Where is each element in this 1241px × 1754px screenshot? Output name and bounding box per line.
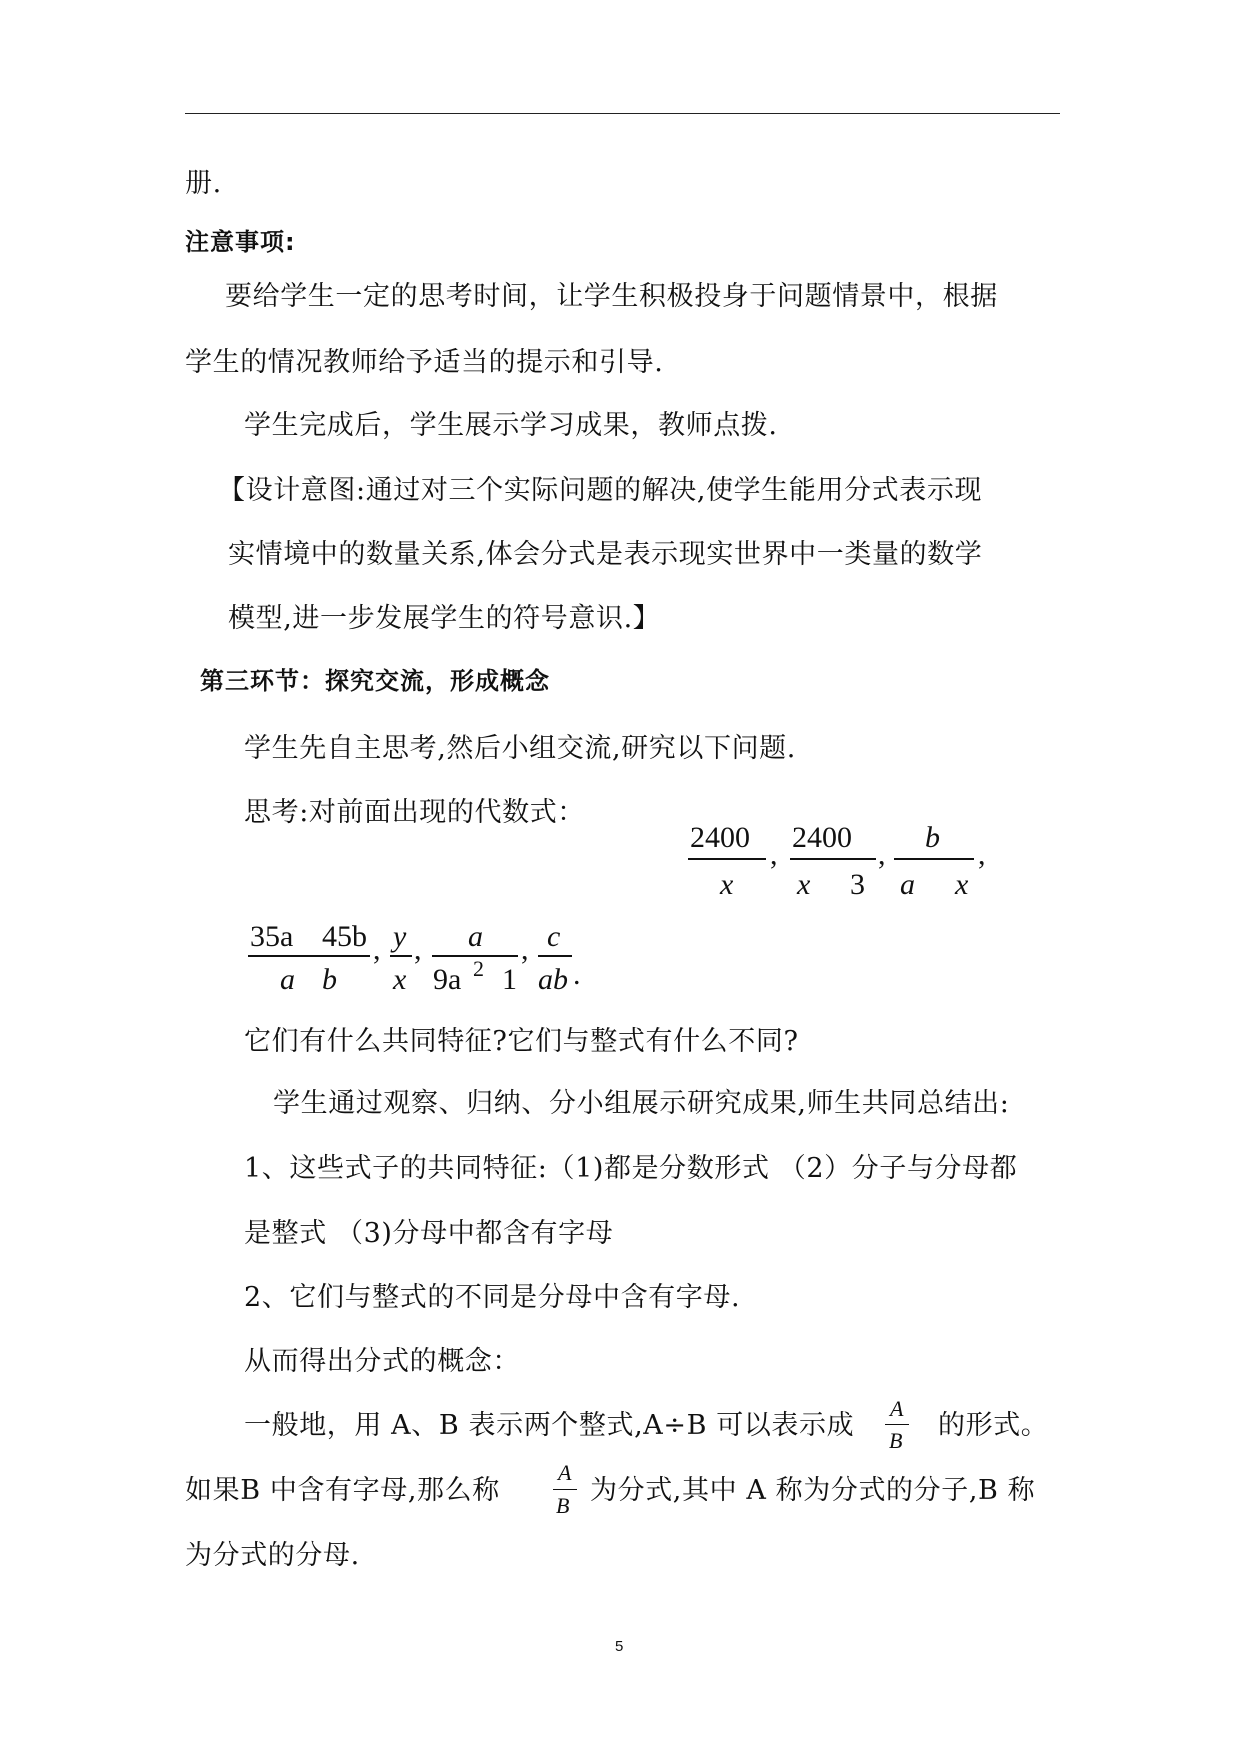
fraction-denominator: x bbox=[720, 868, 734, 901]
text-line: 为分式的分母. bbox=[185, 1540, 360, 1571]
text-line: 【设计意图:通过对三个实际问题的解决,使学生能用分式表示现 bbox=[218, 475, 983, 506]
fraction-denominator: B bbox=[556, 1493, 570, 1518]
comma: , bbox=[373, 933, 381, 966]
text-line: 学生先自主思考,然后小组交流,研究以下问题. bbox=[244, 733, 796, 764]
notes-heading: 注意事项: bbox=[185, 228, 296, 256]
fraction-denominator: ab bbox=[538, 963, 568, 996]
text-line: 的形式。 bbox=[938, 1410, 1049, 1441]
text-line: 实情境中的数量关系,体会分式是表示现实世界中一类量的数学 bbox=[228, 539, 983, 570]
exponent: 2 bbox=[473, 956, 484, 981]
fraction-denominator: 1 bbox=[502, 963, 517, 996]
text-line: 从而得出分式的概念： bbox=[244, 1346, 520, 1377]
text-line: 1、这些式子的共同特征:（1)都是分数形式 （2）分子与分母都 bbox=[244, 1153, 1018, 1184]
comma: , bbox=[414, 933, 422, 966]
comma: , bbox=[978, 838, 986, 871]
fraction-numerator: A bbox=[890, 1396, 904, 1421]
fraction-denominator: 9a bbox=[433, 963, 462, 996]
fraction-bar bbox=[553, 1489, 577, 1490]
comma: , bbox=[878, 838, 886, 871]
text-line: 2、它们与整式的不同是分母中含有字母. bbox=[244, 1282, 741, 1313]
fraction-bar bbox=[790, 858, 876, 860]
fraction-numerator: c bbox=[547, 920, 561, 953]
fraction-numerator: 2400 bbox=[792, 821, 852, 854]
text-line: 学生完成后，学生展示学习成果，教师点拨. bbox=[244, 410, 778, 441]
fraction-denominator: x bbox=[797, 868, 811, 901]
fraction-denominator: x bbox=[393, 963, 407, 996]
header-rule bbox=[185, 113, 1060, 114]
fraction-denominator: 3 bbox=[850, 868, 865, 901]
text-line: 如果B 中含有字母,那么称 bbox=[185, 1475, 500, 1506]
period: . bbox=[573, 958, 581, 991]
fraction-bar bbox=[390, 955, 412, 957]
fraction-denominator: B bbox=[889, 1428, 903, 1453]
text-line: 学生通过观察、归纳、分小组展示研究成果,师生共同总结出: bbox=[273, 1088, 1010, 1119]
fraction-numerator: A bbox=[558, 1460, 572, 1485]
fraction-denominator: a bbox=[900, 868, 915, 901]
text-line: 是整式 （3)分母中都含有字母 bbox=[244, 1218, 614, 1249]
fraction-bar bbox=[248, 955, 370, 957]
text-line: 它们有什么共同特征?它们与整式有什么不同? bbox=[244, 1026, 799, 1057]
fraction-bar bbox=[894, 858, 974, 860]
fraction-numerator: 2400 bbox=[690, 821, 750, 854]
fraction-numerator: 35a bbox=[250, 920, 294, 953]
page-number: 5 bbox=[615, 1638, 624, 1655]
fraction-denominator: a bbox=[280, 963, 295, 996]
fraction-numerator: b bbox=[925, 821, 940, 854]
fraction-bar bbox=[885, 1424, 909, 1425]
text-line: 思考:对前面出现的代数式： bbox=[244, 797, 585, 828]
fraction-numerator: a bbox=[468, 920, 483, 953]
fraction-denominator: x bbox=[955, 868, 969, 901]
text-line: 模型,进一步发展学生的符号意识.】 bbox=[228, 603, 661, 634]
comma: , bbox=[770, 838, 778, 871]
fraction-bar bbox=[538, 955, 572, 957]
text-line: 学生的情况教师给予适当的提示和引导. bbox=[185, 347, 664, 378]
section-heading: 第三环节：探究交流，形成概念 bbox=[200, 667, 550, 695]
text-line: 为分式,其中 A 称为分式的分子,B 称 bbox=[590, 1475, 1036, 1506]
fraction-denominator: b bbox=[322, 963, 337, 996]
text-line: 一般地，用 A、B 表示两个整式,A÷B 可以表示成 bbox=[244, 1410, 855, 1441]
fraction-numerator: 45b bbox=[322, 920, 367, 953]
fraction-bar bbox=[688, 858, 766, 860]
text-line: 要给学生一定的思考时间，让学生积极投身于问题情景中，根据 bbox=[225, 281, 998, 312]
comma: , bbox=[521, 933, 529, 966]
fraction-numerator: y bbox=[393, 920, 407, 953]
text-line: 册. bbox=[185, 168, 222, 199]
